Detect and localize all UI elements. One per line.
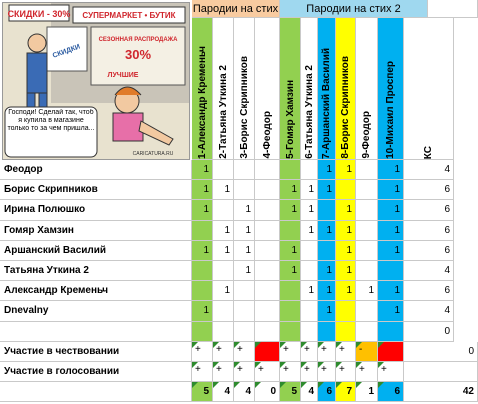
participation-cell[interactable]: + xyxy=(336,362,356,382)
score-cell[interactable] xyxy=(192,261,213,281)
score-cell[interactable]: 1 xyxy=(301,221,318,241)
row-name[interactable] xyxy=(0,322,192,342)
score-cell[interactable]: 1 xyxy=(318,160,336,180)
score-cell[interactable] xyxy=(234,281,255,301)
column-header-label: 5-Гомяр Хамзин xyxy=(284,80,296,159)
total-cell[interactable]: 7 xyxy=(336,382,356,402)
score-cell[interactable]: 1 xyxy=(192,241,213,261)
cartoon-sign5: ЛУЧШИЕ xyxy=(107,72,139,79)
cartoon-sign1: СКИДКИ - 30% xyxy=(7,9,71,19)
row-name[interactable]: Александр Кременьч xyxy=(0,281,192,301)
score-cell[interactable]: 1 xyxy=(192,301,213,321)
column-header-label: 7-Аршанский Василий xyxy=(321,48,332,159)
column-header[interactable] xyxy=(192,18,213,160)
participation-cell[interactable]: + xyxy=(192,362,213,382)
score-cell[interactable] xyxy=(255,241,280,261)
column-header[interactable] xyxy=(301,18,318,160)
participation-cell[interactable]: + xyxy=(318,342,336,362)
grand-total[interactable]: 42 xyxy=(404,382,478,402)
total-cell[interactable]: 4 xyxy=(213,382,234,402)
participation-cell[interactable]: + xyxy=(318,362,336,382)
score-cell[interactable]: 1 xyxy=(234,261,255,281)
score-cell[interactable]: 1 xyxy=(378,160,404,180)
score-cell[interactable]: 4 xyxy=(404,301,454,321)
score-cell[interactable]: 4 xyxy=(404,160,454,180)
total-cell[interactable]: 6 xyxy=(378,382,404,402)
score-cell[interactable] xyxy=(280,322,301,342)
score-cell[interactable]: 4 xyxy=(404,261,454,281)
score-cell[interactable]: 1 xyxy=(378,281,404,301)
score-cell[interactable]: 1 xyxy=(336,261,356,281)
column-header[interactable] xyxy=(378,18,404,160)
score-cell[interactable]: 0 xyxy=(404,322,454,342)
column-header[interactable] xyxy=(213,18,234,160)
total-cell[interactable]: 4 xyxy=(301,382,318,402)
score-cell[interactable] xyxy=(378,322,404,342)
score-cell[interactable]: 1 xyxy=(378,200,404,220)
score-cell[interactable]: 6 xyxy=(404,241,454,261)
score-cell[interactable] xyxy=(301,261,318,281)
score-cell[interactable]: 1 xyxy=(336,200,356,220)
total-cell[interactable]: 6 xyxy=(318,382,336,402)
participation-cell[interactable]: + xyxy=(301,362,318,382)
score-cell[interactable] xyxy=(192,221,213,241)
column-header-label: 10-Михаил Проспер xyxy=(385,61,396,159)
score-cell[interactable]: 1 xyxy=(318,301,336,321)
score-cell[interactable] xyxy=(318,200,336,220)
participation-label[interactable]: Участие в голосовании xyxy=(0,362,192,382)
participation-label[interactable]: Участие в чествовании xyxy=(0,342,192,362)
column-header-label: 4-Феодор xyxy=(261,111,273,159)
column-header-label: 2-Татьяна Уткина 2 xyxy=(217,65,229,159)
row-name[interactable]: Гомяр Хамзин xyxy=(0,221,192,241)
score-cell[interactable]: 1 xyxy=(378,301,404,321)
score-cell[interactable]: 1 xyxy=(336,241,356,261)
score-cell[interactable]: 6 xyxy=(404,180,454,200)
participation-cell[interactable]: - xyxy=(356,342,378,362)
total-cell[interactable]: 5 xyxy=(192,382,213,402)
score-cell[interactable] xyxy=(255,180,280,200)
score-cell[interactable] xyxy=(318,241,336,261)
score-cell[interactable]: 1 xyxy=(336,221,356,241)
total-cell[interactable]: 0 xyxy=(255,382,280,402)
score-cell[interactable] xyxy=(213,261,234,281)
column-header-label: КС xyxy=(423,145,434,159)
score-cell[interactable]: 1 xyxy=(301,281,318,301)
score-cell[interactable] xyxy=(213,200,234,220)
totals-label xyxy=(0,382,192,402)
row-name[interactable]: Ирина Полюшко xyxy=(0,200,192,220)
score-cell[interactable] xyxy=(356,221,378,241)
participation-cell[interactable] xyxy=(255,342,280,362)
participation-cell[interactable]: + xyxy=(234,362,255,382)
participation-cell[interactable]: + xyxy=(301,342,318,362)
row-name[interactable]: Аршанский Василий xyxy=(0,241,192,261)
cartoon-speech-bubble: Господи! Сделай так, чтоб я купила в магазине только то за чем пришла... xyxy=(7,109,95,132)
score-cell[interactable] xyxy=(336,301,356,321)
row-name[interactable]: Dnevalny xyxy=(0,301,192,321)
score-cell[interactable] xyxy=(301,301,318,321)
score-cell[interactable] xyxy=(192,322,213,342)
score-cell[interactable]: 1 xyxy=(192,180,213,200)
score-cell[interactable] xyxy=(234,301,255,321)
score-cell[interactable] xyxy=(280,160,301,180)
score-cell[interactable] xyxy=(356,160,378,180)
total-cell[interactable]: 1 xyxy=(356,382,378,402)
cartoon-drawing xyxy=(3,3,189,159)
participation-cell[interactable] xyxy=(378,342,404,362)
score-cell[interactable]: 1 xyxy=(192,200,213,220)
cartoon-sign3: СЕЗОННАЯ РАСПРОДАЖА xyxy=(98,37,178,43)
participation-cell[interactable]: + xyxy=(378,362,404,382)
score-cell[interactable] xyxy=(336,322,356,342)
participation-cell[interactable]: + xyxy=(213,362,234,382)
score-cell[interactable]: 1 xyxy=(318,180,336,200)
score-cell[interactable]: 1 xyxy=(378,180,404,200)
cartoon-image xyxy=(2,2,190,160)
score-cell[interactable] xyxy=(213,160,234,180)
column-header-label: 3-Борис Скрипников xyxy=(238,56,250,159)
column-header[interactable] xyxy=(280,18,301,160)
column-header-label: 6-Татьяна Уткина 2 xyxy=(303,65,315,159)
participation-cell[interactable]: + xyxy=(192,342,213,362)
group-header-stih1[interactable]: Пародии на стих xyxy=(192,0,280,18)
score-cell[interactable] xyxy=(234,322,255,342)
score-cell[interactable] xyxy=(301,241,318,261)
score-cell[interactable]: 1 xyxy=(213,281,234,301)
score-cell[interactable] xyxy=(356,261,378,281)
score-cell[interactable] xyxy=(255,301,280,321)
participation-cell[interactable]: + xyxy=(280,362,301,382)
row-name[interactable]: Феодор xyxy=(0,160,192,180)
score-cell[interactable] xyxy=(234,180,255,200)
score-cell[interactable] xyxy=(336,180,356,200)
total-cell[interactable]: 4 xyxy=(234,382,255,402)
score-cell[interactable] xyxy=(255,200,280,220)
score-cell[interactable]: 1 xyxy=(280,200,301,220)
column-header[interactable] xyxy=(356,18,378,160)
score-cell[interactable] xyxy=(255,281,280,301)
participation-total[interactable]: 0 xyxy=(404,342,478,362)
score-cell[interactable] xyxy=(301,160,318,180)
row-name[interactable]: Борис Скрипников xyxy=(0,180,192,200)
score-cell[interactable]: 1 xyxy=(192,160,213,180)
score-cell[interactable]: 1 xyxy=(318,261,336,281)
score-cell[interactable]: 1 xyxy=(213,180,234,200)
score-cell[interactable]: 6 xyxy=(404,200,454,220)
score-cell[interactable]: 1 xyxy=(336,281,356,301)
score-cell[interactable] xyxy=(301,322,318,342)
column-header[interactable] xyxy=(234,18,255,160)
participation-cell[interactable]: + xyxy=(213,342,234,362)
score-cell[interactable]: 1 xyxy=(280,241,301,261)
participation-cell[interactable]: + xyxy=(255,362,280,382)
score-cell[interactable] xyxy=(255,261,280,281)
score-cell[interactable]: 1 xyxy=(336,160,356,180)
score-cell[interactable] xyxy=(255,221,280,241)
cartoon-sign6: СКИДКИ xyxy=(51,43,82,60)
row-name[interactable]: Татьяна Уткина 2 xyxy=(0,261,192,281)
score-cell[interactable]: 1 xyxy=(234,241,255,261)
participation-cell[interactable]: + xyxy=(336,342,356,362)
score-cell[interactable] xyxy=(234,160,255,180)
score-cell[interactable] xyxy=(255,160,280,180)
cartoon-credit: CARICATURA.RU xyxy=(132,151,174,157)
total-cell[interactable]: 5 xyxy=(280,382,301,402)
score-cell[interactable]: 1 xyxy=(213,221,234,241)
score-cell[interactable] xyxy=(356,241,378,261)
cartoon-sign4: 30% xyxy=(124,47,152,62)
column-header[interactable] xyxy=(318,18,336,160)
score-cell[interactable] xyxy=(255,322,280,342)
score-cell[interactable] xyxy=(378,261,404,281)
score-cell[interactable]: 6 xyxy=(404,281,454,301)
score-cell[interactable]: 6 xyxy=(404,221,454,241)
score-cell[interactable]: 1 xyxy=(301,180,318,200)
column-header[interactable] xyxy=(336,18,356,160)
score-cell[interactable] xyxy=(356,200,378,220)
score-cell[interactable] xyxy=(356,322,378,342)
column-header[interactable] xyxy=(255,18,280,160)
score-cell[interactable]: 1 xyxy=(378,241,404,261)
score-cell[interactable]: 1 xyxy=(234,200,255,220)
score-cell[interactable] xyxy=(280,301,301,321)
score-cell[interactable] xyxy=(318,322,336,342)
score-cell[interactable]: 1 xyxy=(378,221,404,241)
score-cell[interactable] xyxy=(192,281,213,301)
score-cell[interactable] xyxy=(356,180,378,200)
column-header-label: 9-Феодор xyxy=(361,111,372,159)
participation-cell[interactable]: + xyxy=(356,362,378,382)
score-cell[interactable]: 1 xyxy=(318,281,336,301)
header-blank xyxy=(428,0,478,18)
score-cell[interactable] xyxy=(280,281,301,301)
column-header[interactable] xyxy=(404,18,454,160)
cartoon-sign2: СУПЕРМАРКЕТ • БУТИК xyxy=(82,11,176,20)
participation-cell[interactable]: + xyxy=(280,342,301,362)
column-header-label: 1-Александр Кременьч xyxy=(196,45,208,159)
column-header-label: 8-Борис Скрипников xyxy=(340,56,351,159)
score-cell[interactable]: 1 xyxy=(301,200,318,220)
score-cell[interactable]: 1 xyxy=(280,180,301,200)
participation-cell[interactable]: + xyxy=(234,342,255,362)
group-header-stih2[interactable]: Пародии на стих 2 xyxy=(280,0,428,18)
score-cell[interactable]: 1 xyxy=(234,221,255,241)
score-cell[interactable] xyxy=(213,301,234,321)
score-cell[interactable] xyxy=(356,301,378,321)
score-cell[interactable]: 1 xyxy=(318,221,336,241)
participation-total[interactable] xyxy=(404,362,478,382)
score-cell[interactable]: 1 xyxy=(213,241,234,261)
score-cell[interactable]: 1 xyxy=(356,281,378,301)
score-cell[interactable] xyxy=(213,322,234,342)
score-cell[interactable]: 1 xyxy=(280,261,301,281)
score-cell[interactable] xyxy=(280,221,301,241)
